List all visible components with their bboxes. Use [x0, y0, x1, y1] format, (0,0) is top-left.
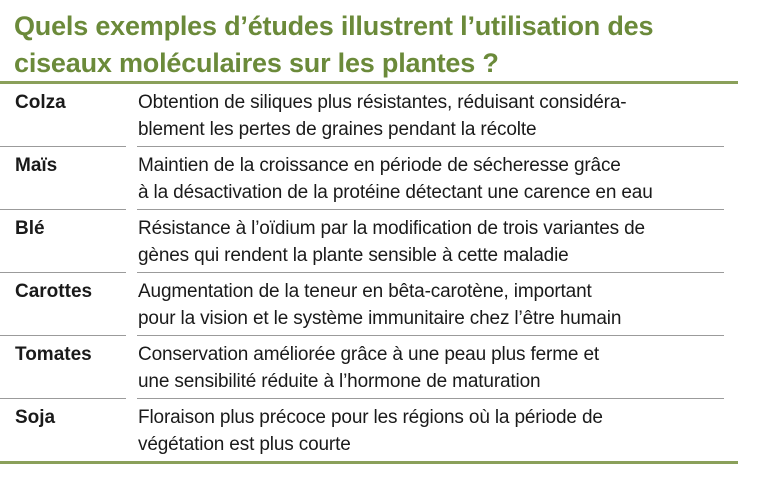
- description-line: Augmentation de la teneur en bêta-carotène, important: [138, 281, 592, 302]
- crop-name: Colza: [15, 92, 66, 113]
- crop-description: [138, 341, 728, 395]
- description-line: à la désactivation de la protéine détectant une carence en eau: [138, 182, 653, 203]
- table-row: [0, 147, 738, 210]
- bottom-divider: [0, 461, 738, 464]
- table-row: [0, 84, 738, 147]
- crop-name: Soja: [15, 407, 56, 428]
- description-line: une sensibilité réduite à l’hormone de maturation: [138, 371, 541, 392]
- table-row: [0, 336, 738, 399]
- crop-description: [138, 215, 728, 269]
- table-row: [0, 210, 738, 273]
- description-line: Floraison plus précoce pour les régions où la période de: [138, 407, 603, 428]
- crop-examples-table: [0, 84, 738, 462]
- description-line: gènes qui rendent la plante sensible à cette maladie: [138, 245, 569, 266]
- crop-description: [138, 89, 728, 143]
- description-line: Obtention de siliques plus résistantes, réduisant considéra-: [138, 92, 627, 113]
- crop-description: [138, 404, 728, 458]
- description-line: végétation est plus courte: [138, 434, 351, 455]
- table-row: [0, 273, 738, 336]
- description-line: Maintien de la croissance en période de sécheresse grâce: [138, 155, 621, 176]
- crop-name: Carottes: [15, 281, 93, 302]
- table-row: [0, 399, 738, 462]
- crop-name: Tomates: [15, 344, 92, 365]
- description-line: Conservation améliorée grâce à une peau plus ferme et: [138, 344, 599, 365]
- page-title: [14, 8, 754, 82]
- crop-name: Maïs: [15, 155, 58, 176]
- crop-name: Blé: [15, 218, 45, 239]
- description-line: blement les pertes de graines pendant la récolte: [138, 119, 537, 140]
- description-line: Résistance à l’oïdium par la modification de trois variantes de: [138, 218, 645, 239]
- description-line: pour la vision et le système immunitaire chez l’être humain: [138, 308, 622, 329]
- title-line-2: ciseaux moléculaires sur les plantes ?: [14, 48, 499, 78]
- title-line-1: Quels exemples d’études illustrent l’utilisation des: [14, 11, 654, 41]
- crop-description: [138, 152, 728, 206]
- crop-description: [138, 278, 728, 332]
